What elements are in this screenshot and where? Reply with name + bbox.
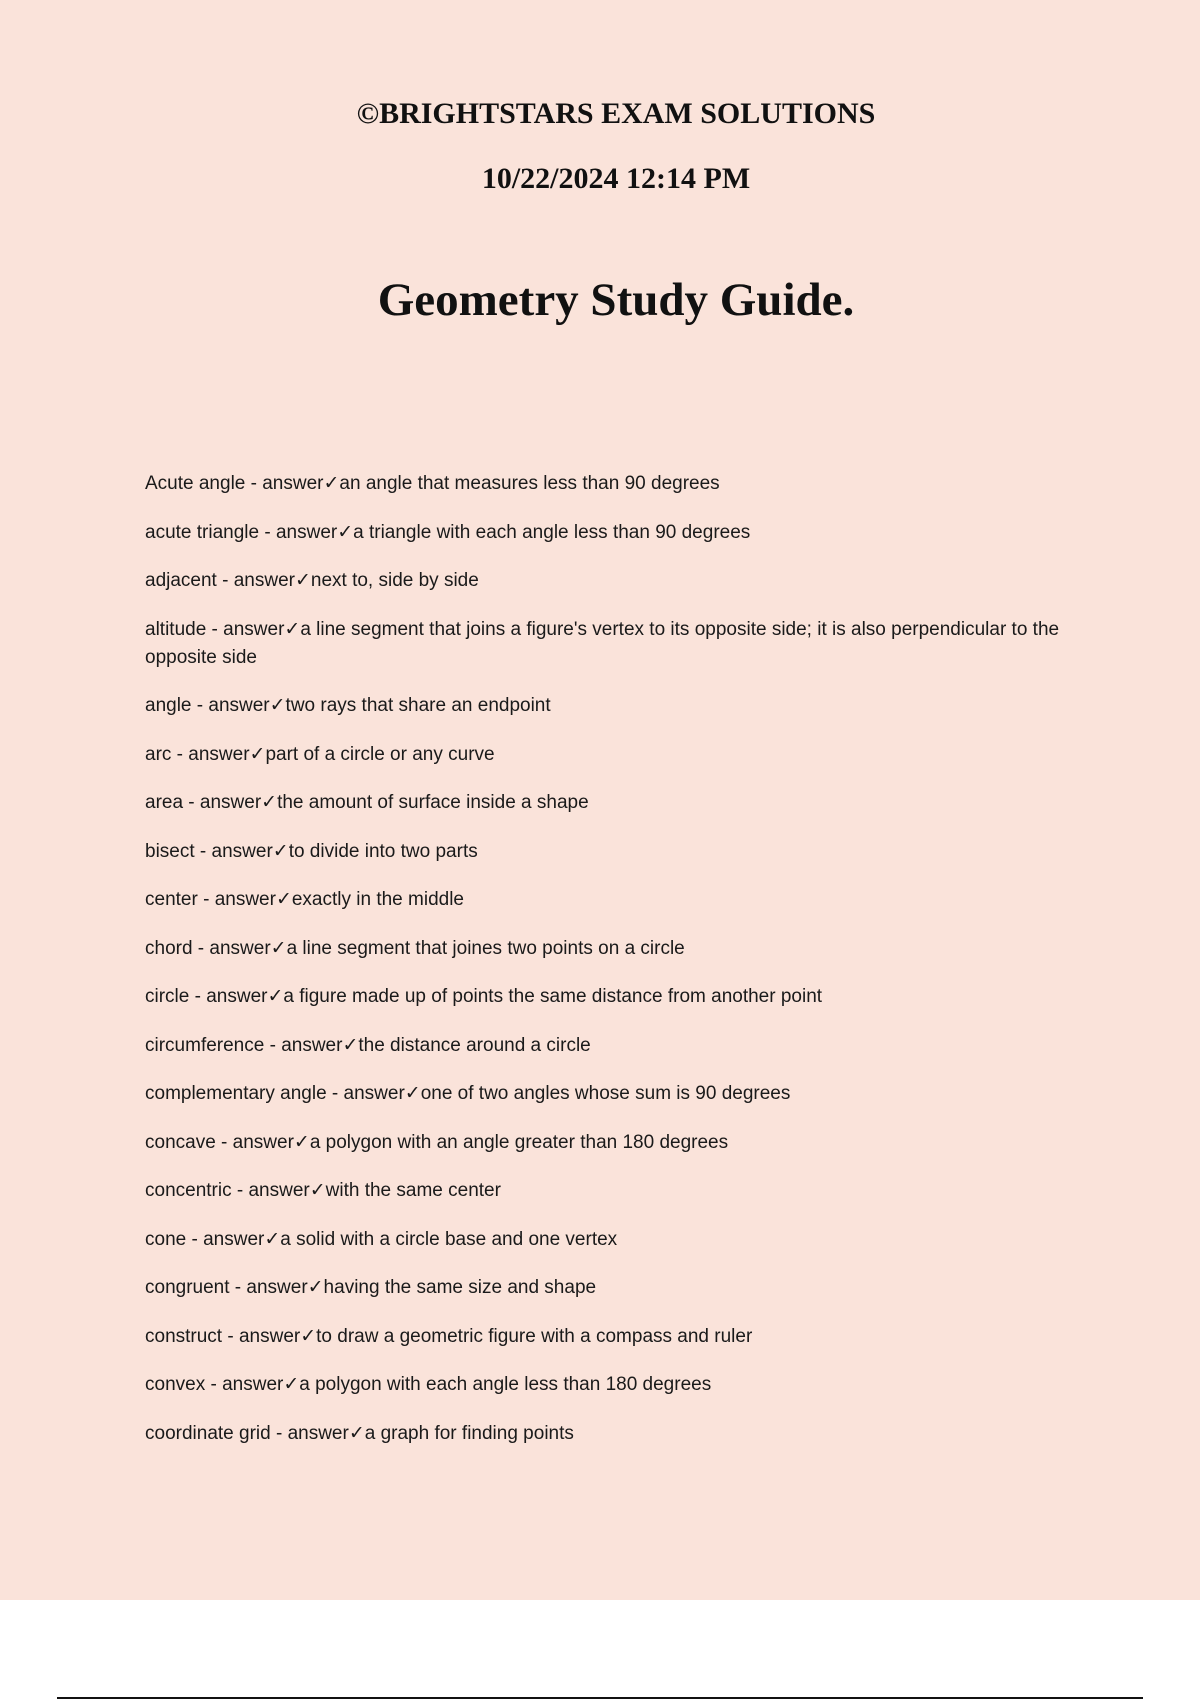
term-construct: construct - answer✓to draw a geometric figure with a compass and ruler bbox=[145, 1325, 753, 1347]
term-altitude: altitude - answer✓a line segment that joins a figure's vertex to its opposite side; it is also perpendicular to the opposite side bbox=[145, 618, 1060, 668]
term-chord: chord - answer✓a line segment that joines two points on a circle bbox=[145, 937, 685, 959]
document-title: Geometry Study Guide. bbox=[377, 274, 855, 326]
term-acute-angle: Acute angle - answer✓an angle that measures less than 90 degrees bbox=[145, 473, 720, 494]
term-coordinate-grid: coordinate grid - answer✓a graph for finding points bbox=[145, 1422, 574, 1444]
term-angle: angle - answer✓two rays that share an endpoint bbox=[145, 695, 551, 716]
term-arc: arc - answer✓part of a circle or any curve bbox=[145, 743, 495, 765]
term-circle: circle - answer✓a figure made up of points the same distance from another point bbox=[145, 986, 823, 1007]
term-cone: cone - answer✓a solid with a circle base and one vertex bbox=[145, 1228, 618, 1250]
term-adjacent: adjacent - answer✓next to, side by side bbox=[145, 570, 479, 591]
term-concave: concave - answer✓a polygon with an angle greater than 180 degrees bbox=[145, 1131, 729, 1153]
timestamp: 10/22/2024 12:14 PM bbox=[481, 162, 751, 195]
term-list bbox=[145, 470, 1085, 1468]
term-complementary-angle: complementary angle - answer✓one of two angles whose sum is 90 degrees bbox=[145, 1083, 791, 1104]
term-convex: convex - answer✓a polygon with each angle less than 180 degrees bbox=[145, 1374, 712, 1395]
term-area: area - answer✓the amount of surface inside a shape bbox=[145, 792, 589, 813]
term-concentric: concentric - answer✓with the same center bbox=[145, 1180, 501, 1201]
term-center: center - answer✓exactly in the middle bbox=[145, 889, 465, 910]
term-acute-triangle: acute triangle - answer✓a triangle with each angle less than 90 degrees bbox=[145, 521, 751, 543]
term-bisect: bisect - answer✓to divide into two parts bbox=[145, 840, 478, 862]
term-congruent: congruent - answer✓having the same size and shape bbox=[145, 1277, 597, 1298]
brand-header: ©BRIGHTSTARS EXAM SOLUTIONS bbox=[356, 97, 876, 130]
footer-divider bbox=[57, 1697, 1143, 1699]
term-circumference: circumference - answer✓the distance around a circle bbox=[145, 1034, 591, 1056]
